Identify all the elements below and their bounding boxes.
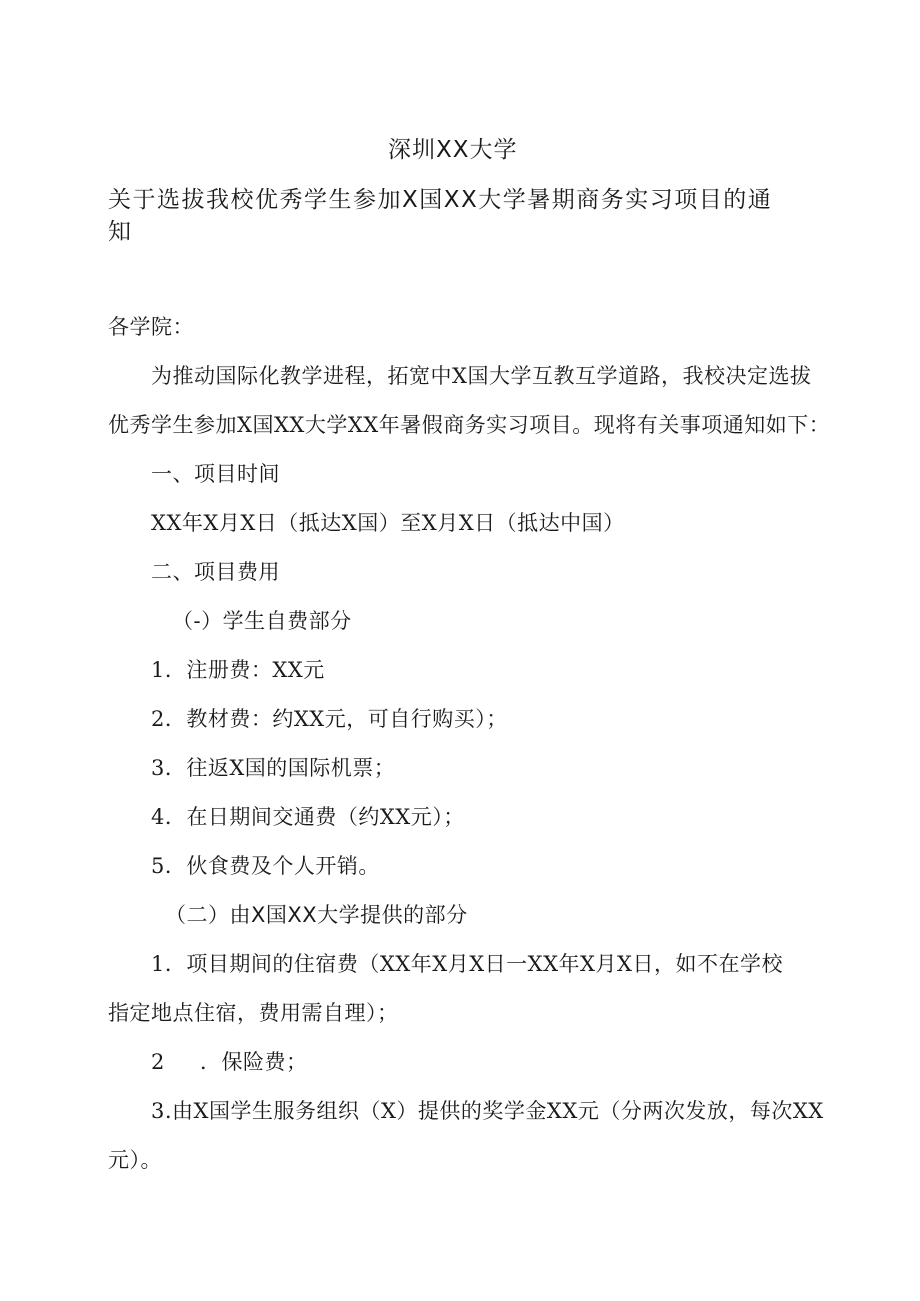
section-heading-fees: 二、项目费用	[151, 560, 280, 584]
salutation: 各学院：	[108, 315, 194, 339]
notice-title-line-1: 关于选拔我校优秀学生参加X国XX大学暑期商务实习项目的通	[108, 187, 773, 213]
self-paid-item: 2．教材费：约XX元，可自行购买）；	[151, 707, 508, 731]
subsection-heading-university-provided: （二）由X国XX大学提供的部分	[165, 903, 468, 927]
provided-item-scholarship-line-2: 元）。	[108, 1148, 162, 1172]
provided-item-accommodation-line-2: 指定地点住宿，费用需自理）；	[108, 1001, 399, 1025]
intro-paragraph-line-2: 优秀学生参加X国XX大学XX年暑假商务实习项目。现将有关事项通知如下：	[108, 413, 831, 437]
university-name: 深圳XX大学	[388, 137, 518, 163]
project-dates: XX年X月X日（抵达X国）至X月X日（抵达中国）	[151, 511, 625, 535]
notice-title-line-2: 知	[108, 219, 133, 245]
subsection-heading-self-paid: （-）学生自费部分	[172, 609, 352, 633]
intro-paragraph-line-1: 为推动国际化教学进程，拓宽中X国大学互教互学道路，我校决定选拔	[151, 364, 812, 388]
provided-item-accommodation-line-1: 1．项目期间的住宿费（XX年X月X日一XX年X月X日，如不在学校	[151, 952, 783, 976]
provided-item-insurance-text: ．保险费；	[200, 1050, 308, 1074]
self-paid-item: 1．注册费：XX元	[151, 658, 325, 682]
self-paid-item: 3．往返X国的国际机票；	[151, 756, 396, 780]
section-heading-time: 一、项目时间	[151, 462, 280, 486]
provided-item-insurance-number: 2	[151, 1050, 165, 1074]
provided-item-scholarship-line-1: 3.由X国学生服务组织（X）提供的奖学金XX元（分两次发放，每次XX	[151, 1099, 824, 1123]
self-paid-item: 5．伙食费及个人开销。	[151, 854, 380, 878]
self-paid-item: 4．在日期间交通费（约XX元）；	[151, 805, 465, 829]
